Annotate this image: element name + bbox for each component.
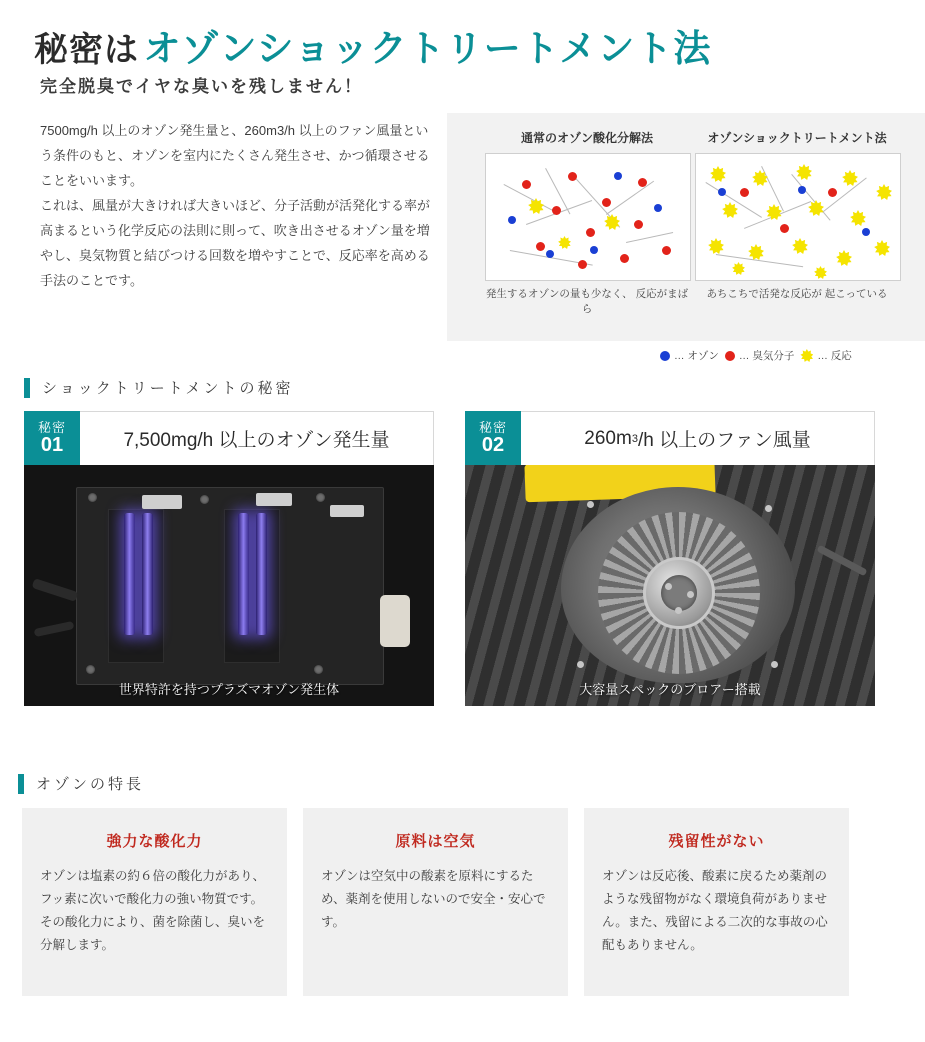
reaction-burst-icon (796, 164, 812, 180)
page-title (34, 18, 711, 72)
reaction-burst-icon (850, 210, 866, 226)
diagram-right-caption: あちこちで活発な反応が 起こっている (706, 288, 888, 300)
secret-card-01-caption: 世界特許を持つプラズマオゾン発生体 (118, 682, 340, 697)
diagram-left-image (485, 153, 691, 281)
uv-tube-icon (124, 513, 135, 635)
legend-item-ozone (660, 348, 719, 363)
reaction-burst-icon (814, 266, 827, 279)
reaction-burst-icon (732, 262, 745, 275)
ozone-dot-icon (660, 351, 670, 361)
feature-card-1 (22, 808, 287, 996)
reaction-burst-icon (876, 184, 892, 200)
diagram-left-caption: 発生するオゾンの量も少なく、 反応がまばら (485, 288, 689, 315)
reaction-burst-icon (792, 238, 808, 254)
uv-tube-icon (256, 513, 267, 635)
section-bar-icon (18, 774, 24, 794)
reaction-burst-icon (558, 236, 571, 249)
intro-paragraph-2: これは、風量が大きければ大きいほど、分子活動が活発化する率が高まるという化学反応の法則に則って、吹き出させるオゾン量を増やし、臭気物質と結びつける回数を増やすことで、反応率を高める手法のことです。 (40, 198, 431, 288)
section-heading-secrets (24, 377, 294, 398)
feature-card-2 (303, 808, 568, 996)
uv-lamp-unit-photo (24, 465, 434, 706)
secret-card-02-title-sup: 3 (631, 432, 638, 445)
page-title-main: オゾンショックトリートメント法 (143, 28, 712, 69)
diagram-right-title: オゾンショックトリートメント法 (707, 131, 887, 145)
secret-card-01 (24, 411, 434, 706)
reaction-burst-icon (708, 238, 724, 254)
diagram-legend (660, 348, 852, 363)
badge-label: 秘密 (478, 420, 507, 436)
secret-card-02-title-pre: 260m (584, 427, 632, 449)
uv-tube-icon (238, 513, 249, 635)
diagram-column-conventional (485, 129, 689, 317)
reaction-burst-icon (800, 349, 813, 362)
secret-card-02-header (465, 411, 875, 465)
odor-dot-icon (725, 351, 735, 361)
legend-label-odor: … 臭気分子 (738, 350, 795, 362)
reaction-burst-icon (722, 202, 738, 218)
reaction-burst-icon (808, 200, 824, 216)
blower-fan-photo (465, 465, 875, 706)
badge-label: 秘密 (37, 420, 66, 436)
section-bar-icon (24, 378, 30, 398)
secret-card-02-title-post: /h 以上のファン風量 (637, 430, 811, 451)
section-heading-features (18, 773, 144, 794)
secret-card-01-title: 7,500mg/h 以上のオゾン発生量 (123, 430, 390, 451)
secret-card-02-caption: 大容量スペックのブロアー搭載 (579, 682, 761, 697)
secret-card-02-badge (465, 411, 521, 466)
reaction-burst-icon (528, 198, 544, 214)
feature-card-1-title: 強力な酸化力 (106, 833, 203, 850)
intro-paragraph-1: 7500mg/h 以上のオゾン発生量と、260m3/h 以上のファン風量という条件のもと、オゾンを室内にたくさん発生させ、かつ循環させることをいいます。 (40, 123, 430, 188)
legend-label-ozone: … オゾン (674, 350, 719, 362)
feature-card-1-body: オゾンは塩素の約６倍の酸化力があり、フッ素に次いで酸化力の強い物質です。その酸化力により、菌を除菌し、臭いを分解します。 (40, 869, 266, 952)
feature-card-3-body: オゾンは反応後、酸素に戻るため薬剤のような残留物がなく環境負荷がありません。また、残留による二次的な事故の心配もありません。 (602, 869, 828, 952)
reaction-burst-icon (874, 240, 890, 256)
intro-text (40, 118, 430, 293)
feature-card-3-title: 残留性がない (668, 833, 765, 850)
badge-number: 02 (481, 433, 505, 456)
reaction-burst-icon (842, 170, 858, 186)
diagram-panel (447, 113, 925, 341)
reaction-burst-icon (604, 214, 620, 230)
reaction-burst-icon (836, 250, 852, 266)
feature-card-2-title: 原料は空気 (395, 833, 476, 850)
secret-card-02-title (521, 412, 874, 465)
reaction-burst-icon (710, 166, 726, 182)
secret-card-02 (465, 411, 875, 706)
legend-item-reaction (800, 348, 851, 363)
page-title-prefix: 秘密は (34, 31, 139, 69)
legend-label-reaction: … 反応 (817, 350, 852, 362)
feature-card-3 (584, 808, 849, 996)
secret-card-01-badge (24, 411, 80, 466)
badge-number: 01 (40, 433, 64, 456)
secret-card-01-header (24, 411, 434, 465)
diagram-right-image (695, 153, 901, 281)
feature-card-2-body: オゾンは空気中の酸素を原料にするため、薬剤を使用しないので安全・安心です。 (321, 869, 546, 929)
diagram-column-shock (695, 129, 899, 302)
section-heading-features-label: オゾンの特長 (36, 776, 145, 793)
page-subtitle: 完全脱臭でイヤな臭いを残しません！ (40, 77, 363, 96)
section-heading-secrets-label: ショックトリートメントの秘密 (42, 380, 294, 397)
diagram-left-title: 通常のオゾン酸化分解法 (520, 131, 653, 145)
reaction-burst-icon (748, 244, 764, 260)
legend-item-odor (725, 348, 794, 363)
uv-tube-icon (142, 513, 153, 635)
